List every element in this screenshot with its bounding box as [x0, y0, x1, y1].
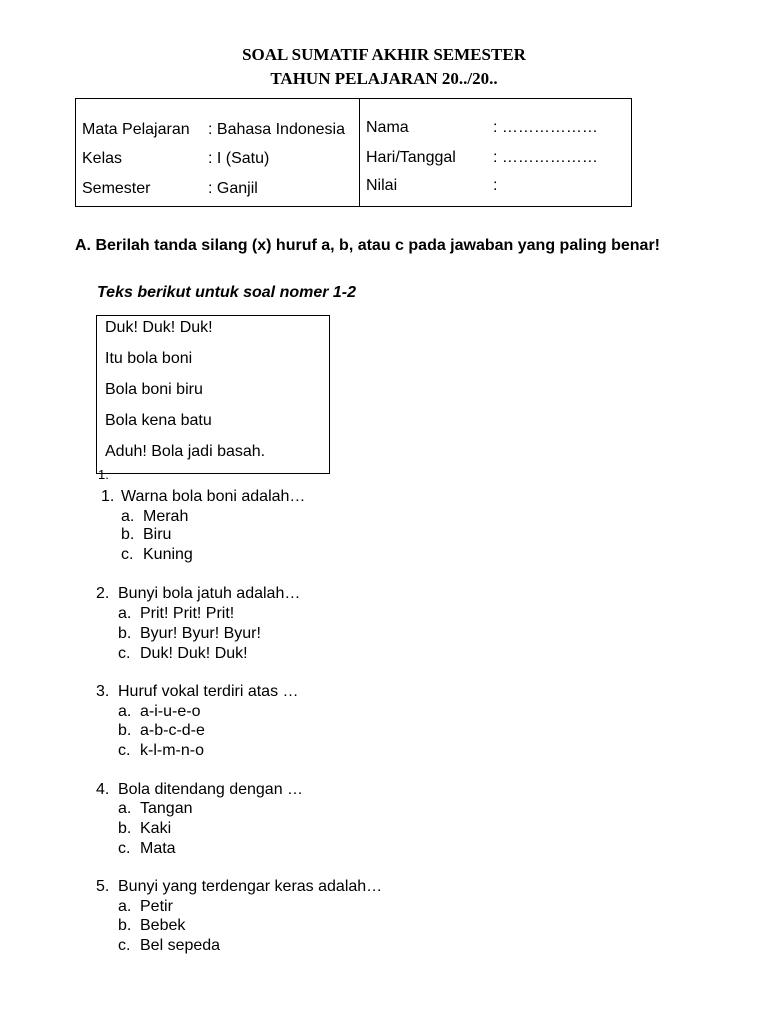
doc-title-line2: TAHUN PELAJARAN 20../20.. [270, 69, 498, 88]
reading-text-title: Teks berikut untuk soal nomer 1-2 [97, 284, 357, 301]
option-text: Bebek [140, 917, 186, 934]
reading-text-line: Bola kena batu [105, 412, 212, 429]
question-text: Huruf vokal terdiri atas … [118, 683, 299, 700]
question-number: 4. [96, 781, 110, 798]
question-number: 5. [96, 878, 110, 895]
question-text: Bunyi bola jatuh adalah… [118, 585, 301, 602]
option-letter: a. [121, 508, 135, 525]
stray-number-mark: 1. [98, 467, 109, 482]
option-text: k-l-m-n-o [140, 742, 204, 759]
doc-title-line1: SOAL SUMATIF AKHIR SEMESTER [242, 45, 526, 64]
reading-text-line: Bola boni biru [105, 381, 203, 398]
name-label: Nama [366, 119, 409, 136]
semester-label: Semester [82, 180, 151, 197]
score-label: Nilai [366, 177, 398, 194]
question-number: 1. [101, 488, 115, 505]
date-field: : ……………… [493, 149, 598, 166]
option-letter: c. [118, 840, 131, 857]
question-number: 2. [96, 585, 110, 602]
reading-text-line: Duk! Duk! Duk! [105, 319, 213, 336]
semester-value: : Ganjil [208, 180, 258, 197]
name-field: : ……………… [493, 119, 598, 136]
option-letter: b. [118, 917, 132, 934]
option-letter: a. [118, 898, 132, 915]
question-text: Bola ditendang dengan … [118, 781, 304, 798]
option-text: a-i-u-e-o [140, 703, 201, 720]
subject-value: : Bahasa Indonesia [208, 121, 345, 138]
option-letter: a. [118, 703, 132, 720]
section-a-instruction: A. Berilah tanda silang (x) huruf a, b, atau c pada jawaban yang paling benar! [75, 237, 660, 254]
class-label: Kelas [82, 150, 123, 167]
option-letter: c. [118, 742, 131, 759]
info-table-divider [359, 99, 360, 206]
reading-text-box [96, 315, 330, 474]
option-letter: c. [118, 937, 131, 954]
question-text: Bunyi yang terdengar keras adalah… [118, 878, 383, 895]
option-letter: b. [121, 526, 135, 543]
option-letter: b. [118, 625, 132, 642]
option-text: Kuning [143, 546, 193, 563]
question-number: 3. [96, 683, 110, 700]
date-label: Hari/Tanggal [366, 149, 456, 166]
class-value: : I (Satu) [208, 150, 270, 167]
question-text: Warna bola boni adalah… [121, 488, 306, 505]
option-text: Tangan [140, 800, 193, 817]
option-text: Duk! Duk! Duk! [140, 645, 248, 662]
option-text: Mata [140, 840, 176, 857]
subject-label: Mata Pelajaran [82, 121, 190, 138]
option-letter: c. [118, 645, 131, 662]
option-text: Byur! Byur! Byur! [140, 625, 261, 642]
option-text: Kaki [140, 820, 172, 837]
option-text: Bel sepeda [140, 937, 221, 954]
option-text: a-b-c-d-e [140, 722, 205, 739]
option-text: Petir [140, 898, 173, 915]
info-table [75, 98, 632, 207]
option-letter: a. [118, 605, 132, 622]
reading-text-line: Aduh! Bola jadi basah. [105, 443, 266, 460]
option-letter: b. [118, 820, 132, 837]
option-text: Merah [143, 508, 189, 525]
score-field: : [493, 177, 498, 194]
option-text: Prit! Prit! Prit! [140, 605, 235, 622]
option-text: Biru [143, 526, 172, 543]
option-letter: b. [118, 722, 132, 739]
reading-text-line: Itu bola boni [105, 350, 193, 367]
option-letter: a. [118, 800, 132, 817]
option-letter: c. [121, 546, 134, 563]
